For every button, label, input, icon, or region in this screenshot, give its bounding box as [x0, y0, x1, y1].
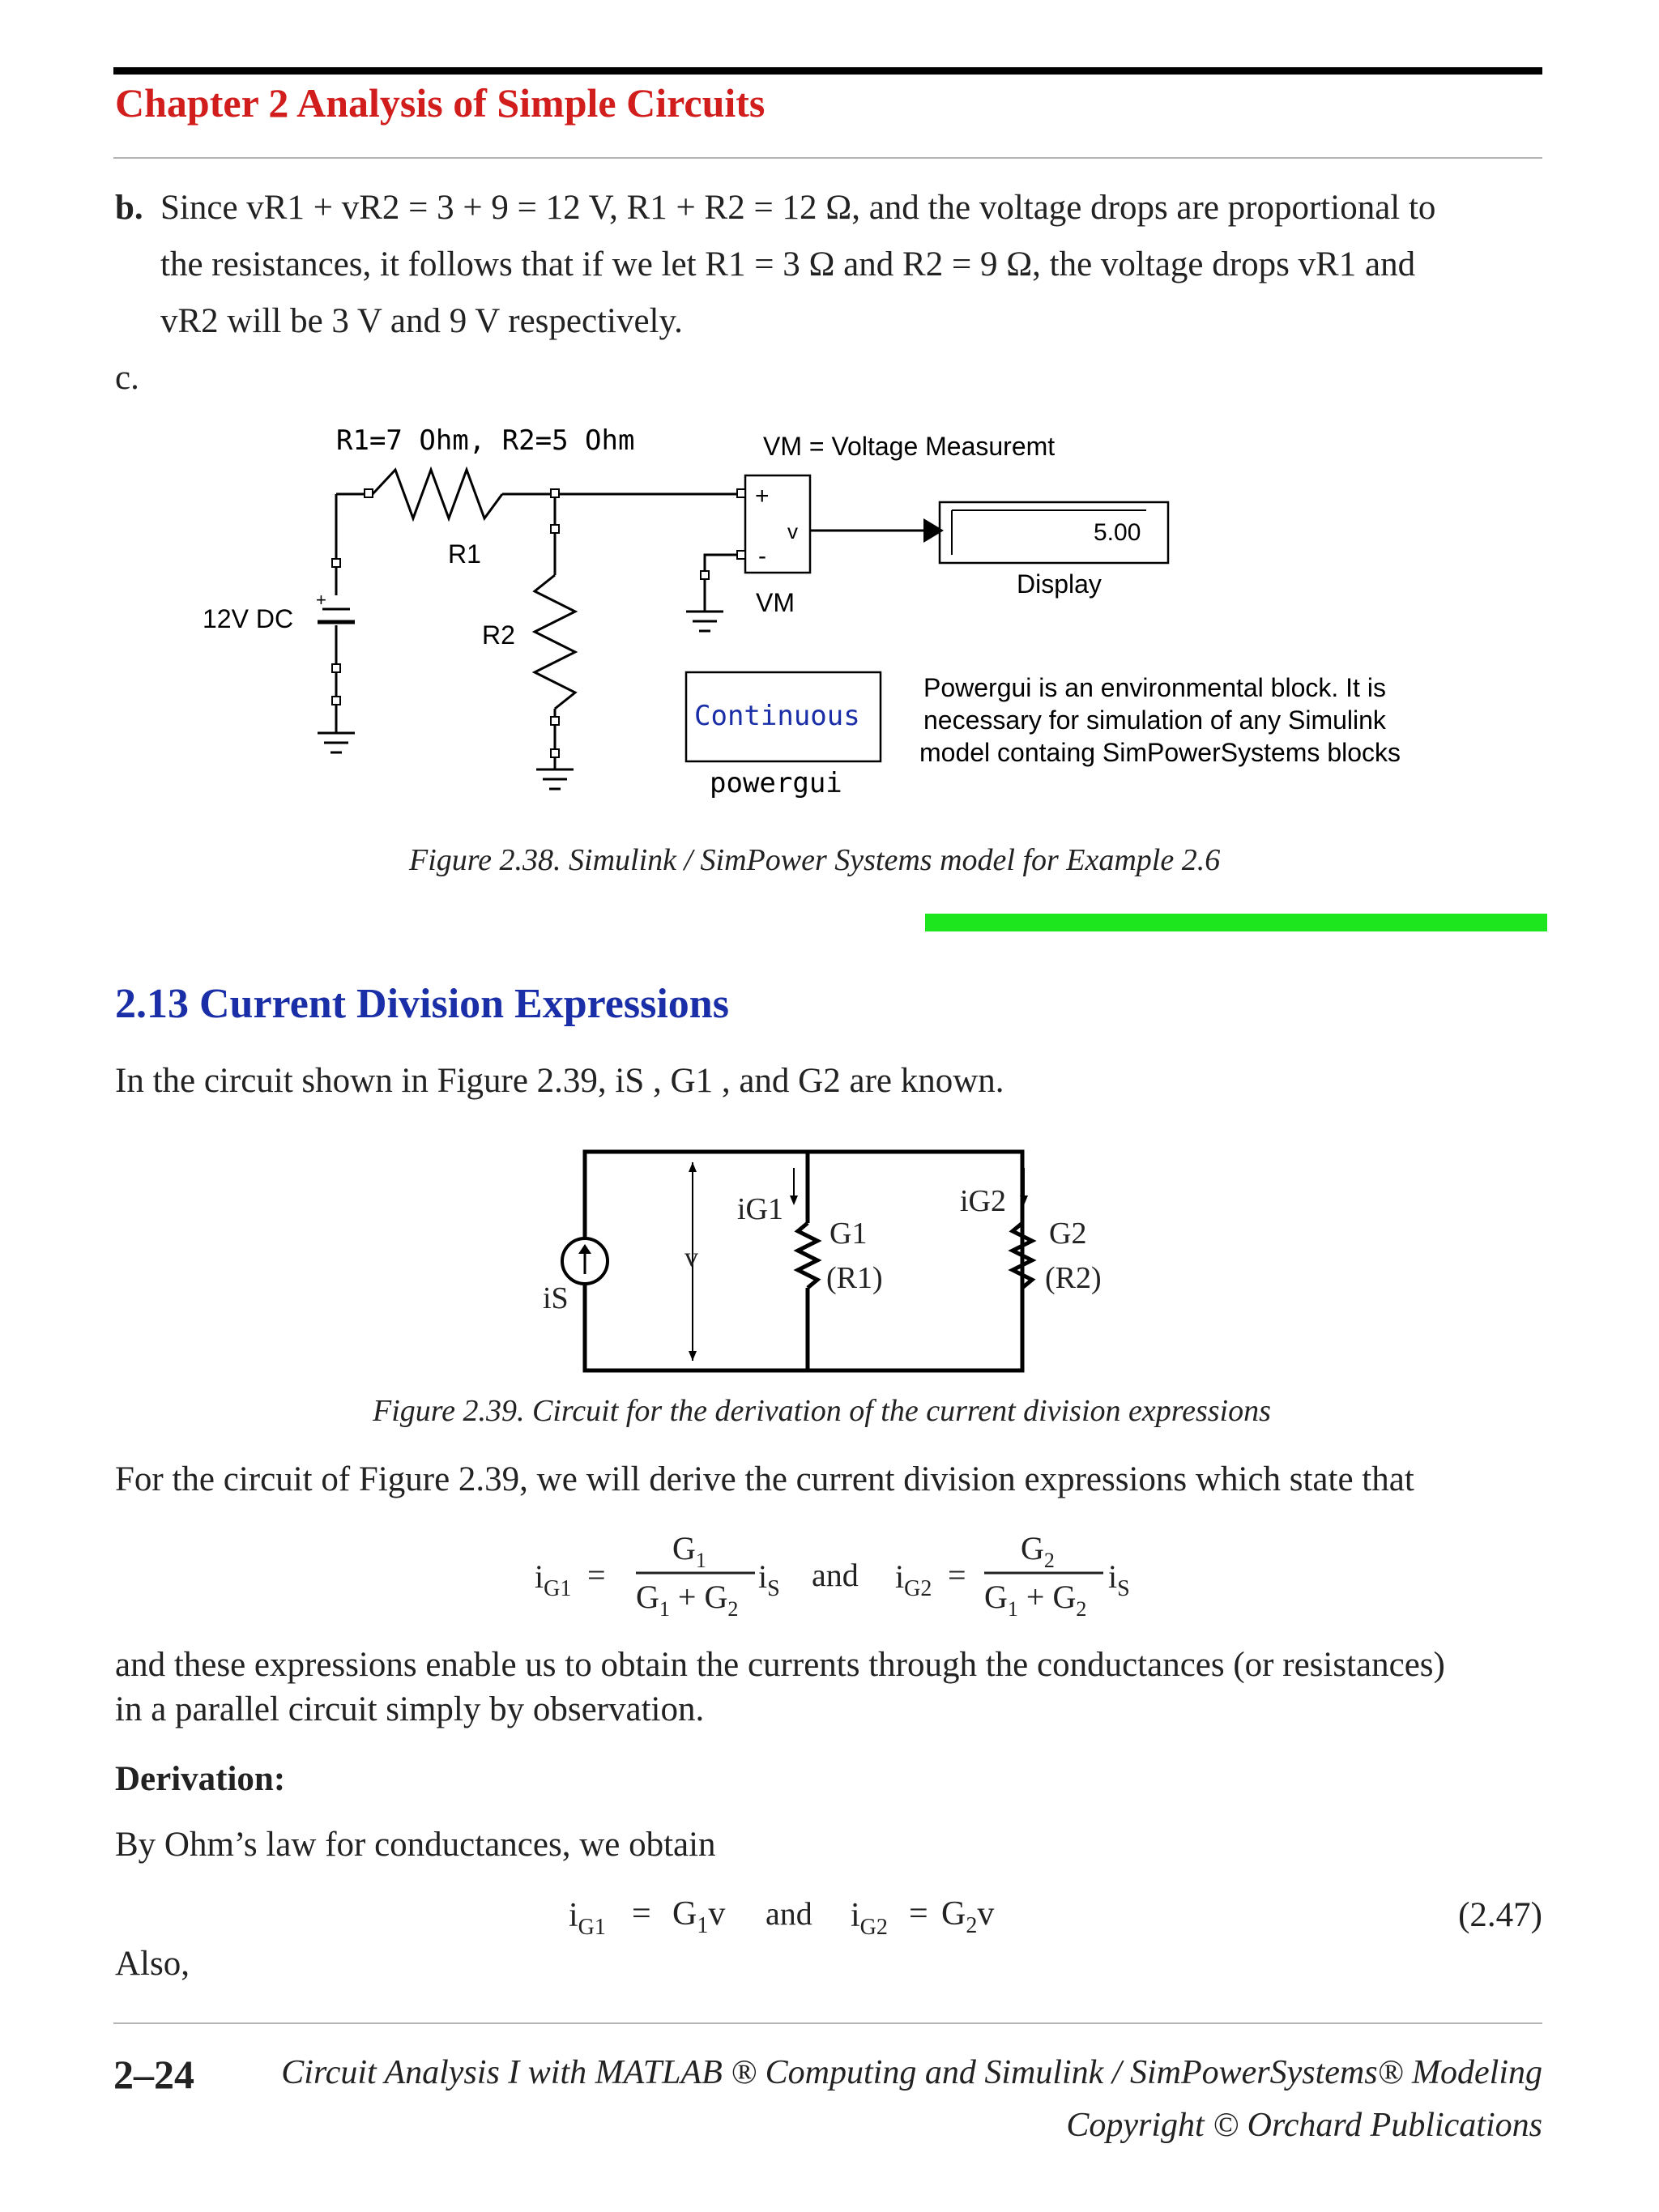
- svg-text:=: =: [948, 1557, 966, 1593]
- is-label: iS: [543, 1281, 569, 1315]
- source-plus: +: [316, 590, 326, 610]
- body-paragraph-1: For the circuit of Figure 2.39, we will derive the current division expressions which state that: [115, 1460, 1414, 1498]
- svg-text:iS: $i_S$: [758, 1558, 780, 1601]
- para-b-line3: vR2 will be 3 V and 9 V respectively.: [160, 302, 683, 340]
- derivation-heading: Derivation:: [115, 1760, 286, 1798]
- svg-text:=: =: [632, 1895, 651, 1933]
- para-b-marker: b.: [115, 189, 143, 227]
- svg-text:iG1: $i_{G1}$: [569, 1897, 606, 1940]
- para-b-line1: Since vR1 + vR2 = 3 + 9 = 12 V, R1 + R2 = 12 Ω, and the voltage drops are proportional to: [160, 189, 1436, 227]
- simulink-model-diagram: [178, 405, 1474, 826]
- svg-text:G1 + G2: $G_1 + G_2$: [984, 1579, 1087, 1621]
- vm-block-label: VM: [756, 588, 795, 617]
- svg-text:G2v: $G_2v$: [941, 1895, 995, 1938]
- page-number: 2–24: [113, 2052, 194, 2097]
- r2-paren-label: (R2): [1045, 1261, 1102, 1295]
- g1-label: G1: [830, 1217, 868, 1251]
- svg-text:iG2: $i_{G2}$: [895, 1558, 932, 1601]
- footer-copyright: Copyright © Orchard Publications: [1066, 2107, 1542, 2144]
- vm-output-v: v: [787, 519, 798, 543]
- svg-text:G1 + G2: $G_1 + G_2$: [636, 1579, 739, 1621]
- figure-239-caption: Figure 2.39. Circuit for the derivation of the current division expressions: [373, 1394, 1271, 1428]
- display-label: Display: [1017, 569, 1102, 599]
- green-highlight-bar: [925, 914, 1547, 931]
- also-text: Also,: [115, 1945, 190, 1983]
- body-paragraph-2-line1: and these expressions enable us to obtain the currents through the conductances (or resistances): [115, 1646, 1445, 1684]
- svg-text:=: =: [909, 1895, 928, 1933]
- ig2-label: iG2: [960, 1184, 1006, 1218]
- powergui-note-3: model containg SimPowerSystems blocks: [919, 738, 1401, 767]
- figure-238-caption: Figure 2.38. Simulink / SimPower Systems model for Example 2.6: [409, 843, 1221, 877]
- current-division-circuit: [518, 1134, 1134, 1393]
- powergui-mode: Continuous: [694, 700, 860, 732]
- svg-text:iS: $i_S$: [1108, 1558, 1130, 1601]
- resistor-values-label: R1=7 Ohm, R2=5 Ohm: [336, 424, 635, 457]
- svg-text:=: =: [587, 1557, 606, 1593]
- chapter-title: Chapter 2 Analysis of Simple Circuits: [115, 80, 766, 126]
- current-division-equations: [518, 1523, 1183, 1628]
- dc-source-label: 12V DC: [203, 604, 294, 633]
- header-divider: [113, 157, 1542, 159]
- v-label: v: [684, 1242, 698, 1272]
- body-paragraph-2-line2: in a parallel circuit simply by observation.: [115, 1690, 705, 1728]
- para-c-marker: c.: [115, 359, 139, 397]
- footer-divider: [113, 2022, 1542, 2024]
- r1-label: R1: [448, 539, 481, 569]
- display-value: 5.00: [1094, 519, 1141, 546]
- powergui-label: powergui: [710, 767, 842, 799]
- para-b-line2: the resistances, it follows that if we let R1 = 3 Ω and R2 = 9 Ω, the voltage drops vR1 and: [160, 245, 1416, 283]
- r1-paren-label: (R1): [826, 1261, 883, 1295]
- section-title: 2.13 Current Division Expressions: [115, 981, 729, 1027]
- svg-text:G1: $G_1$: [672, 1530, 706, 1572]
- svg-text:and: and: [766, 1895, 812, 1932]
- svg-text:G1v: $G_1v$: [672, 1895, 726, 1938]
- vm-minus: -: [758, 543, 766, 569]
- vm-label: VM = Voltage Measuremt: [763, 432, 1056, 461]
- body-paragraph-3: By Ohm’s law for conductances, we obtain: [115, 1826, 716, 1864]
- powergui-note-1: Powergui is an environmental block. It is: [923, 673, 1386, 702]
- powergui-note-2: necessary for simulation of any Simulink: [923, 705, 1386, 735]
- equation-number-2-47: (2.47): [1458, 1896, 1542, 1934]
- section-intro: In the circuit shown in Figure 2.39, iS , G1 , and G2 are known.: [115, 1062, 1004, 1100]
- r2-label: R2: [482, 620, 515, 650]
- svg-text:G2: $G_2$: [1021, 1530, 1055, 1572]
- svg-text:iG1: $i_{G1}$: [535, 1558, 572, 1601]
- ig1-label: iG1: [737, 1192, 783, 1226]
- header-rule: [113, 67, 1542, 75]
- svg-text:iG2: $i_{G2}$: [851, 1897, 888, 1940]
- vm-plus: +: [755, 483, 770, 509]
- g2-label: G2: [1049, 1217, 1087, 1251]
- equation-2-47: [559, 1879, 1045, 1952]
- equation-and: and: [812, 1557, 859, 1593]
- footer-book-title: Circuit Analysis I with MATLAB ® Computing and Simulink / SimPowerSystems® Modeling: [281, 2054, 1542, 2091]
